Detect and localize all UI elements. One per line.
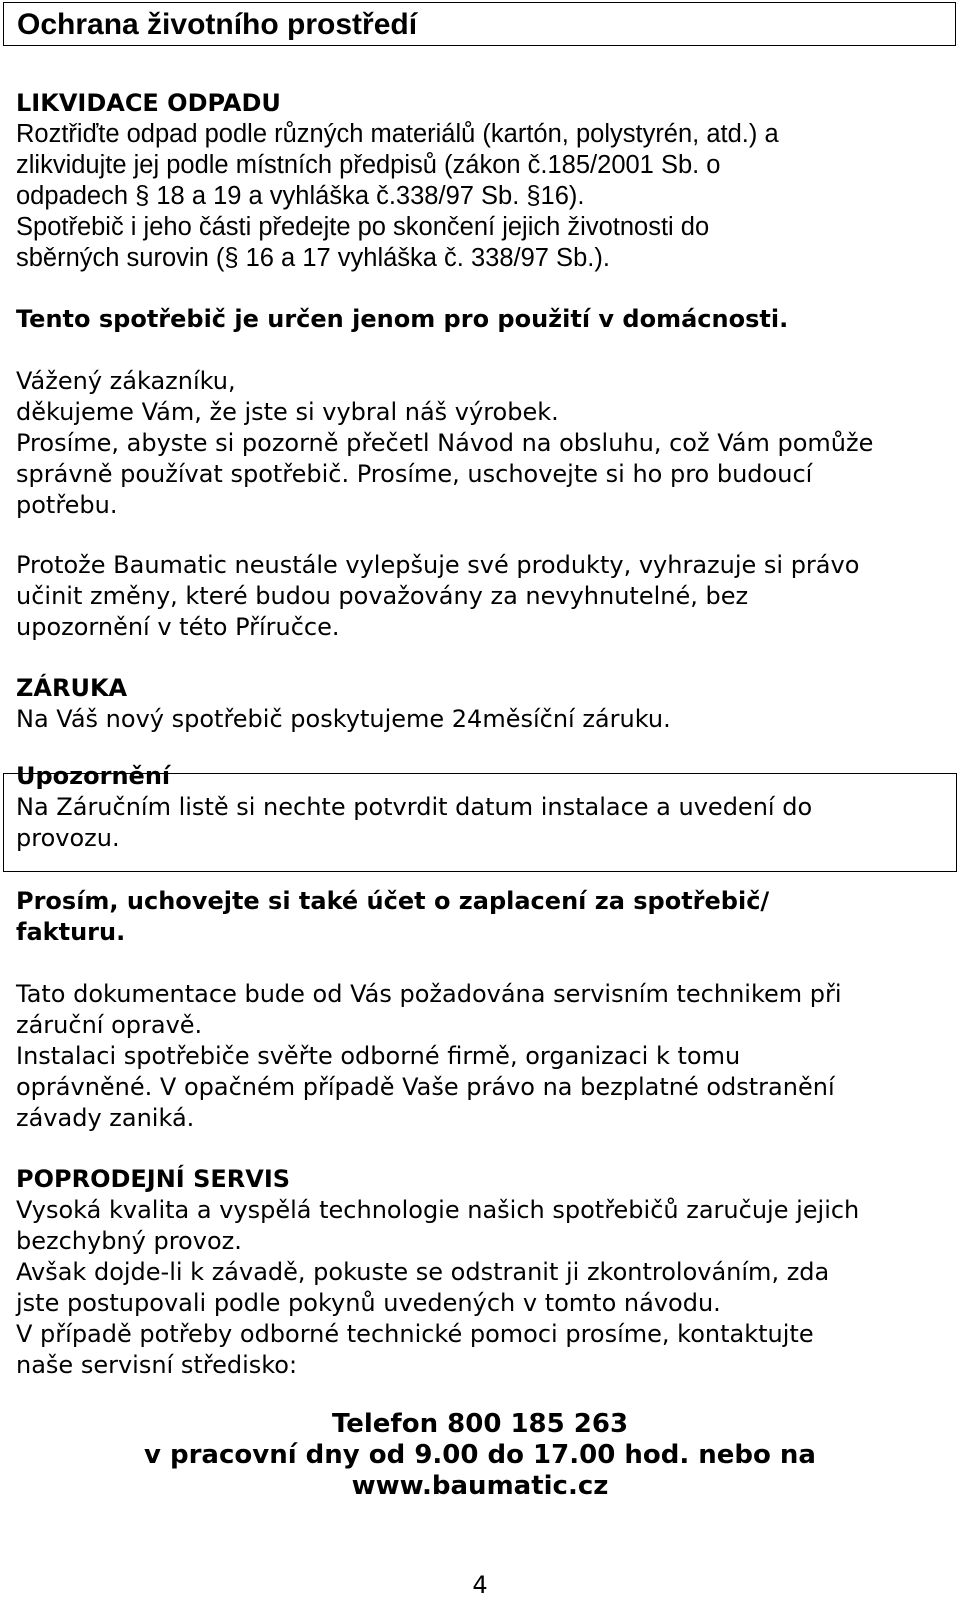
warning-line: Na Záručním listě si nechte potvrdit datum instalace a uvedení do <box>16 793 813 821</box>
disposal-line: odpadech § 18 a 19 a vyhláška č.338/97 Sb. §16). <box>16 182 585 210</box>
greeting-line: děkujeme Vám, že jste si vybral náš výrobek. <box>16 398 559 426</box>
greeting-line: Vážený zákazníku, <box>16 367 236 395</box>
disposal-line: Roztřiďte odpad podle různých materiálů (kartón, polystyrén, atd.) a <box>16 120 779 148</box>
contact-hours: v pracovní dny od 9.00 do 17.00 hod. nebo na <box>144 1440 816 1470</box>
warning-heading: Upozornění <box>16 762 171 790</box>
documentation-line: záruční opravě. <box>16 1011 203 1039</box>
greeting-line: správně používat spotřebič. Prosíme, uschovejte si ho pro budoucí <box>16 460 813 488</box>
receipt-note <box>16 886 951 948</box>
service-line: naše servisní středisko: <box>16 1351 298 1379</box>
documentation-line: závady zaniká. <box>16 1104 195 1132</box>
disposal-text <box>16 119 951 274</box>
service-text <box>16 1195 951 1381</box>
service-heading: POPRODEJNÍ SERVIS <box>16 1165 291 1193</box>
service-line: Vysoká kvalita a vyspělá technologie našich spotřebičů zaručuje jejich <box>16 1196 860 1224</box>
improvement-line: učinit změny, které budou považovány za nevyhnutelné, bez <box>16 582 749 610</box>
documentation-line: Instalaci spotřebiče svěřte odborné firmě, organizaci k tomu <box>16 1042 741 1070</box>
greeting-line: Prosíme, abyste si pozorně přečetl Návod na obsluhu, což Vám pomůže <box>16 429 874 457</box>
greeting-line: potřebu. <box>16 491 118 519</box>
disposal-heading: LIKVIDACE ODPADU <box>16 89 281 117</box>
service-line: Avšak dojde-li k závadě, pokuste se odstranit ji zkontrolováním, zda <box>16 1258 830 1286</box>
documentation-line: Tato dokumentace bude od Vás požadována servisním technikem při <box>16 980 842 1008</box>
documentation-line: oprávněné. V opačném případě Vaše právo na bezplatné odstranění <box>16 1073 835 1101</box>
warranty-text: Na Váš nový spotřebič poskytujeme 24měsíční záruku. <box>16 705 671 733</box>
page-number: 4 <box>472 1571 488 1599</box>
receipt-line: Prosím, uchovejte si také účet o zaplacení za spotřebič/ <box>16 887 770 915</box>
service-line: V případě potřeby odborné technické pomoci prosíme, kontaktujte <box>16 1320 814 1348</box>
service-line: jste postupovali podle pokynů uvedených v tomto návodu. <box>16 1289 721 1317</box>
page-title: Ochrana životního prostředí <box>17 8 418 41</box>
contact-phone: Telefon 800 185 263 <box>331 1409 629 1439</box>
receipt-line: fakturu. <box>16 918 126 946</box>
household-note: Tento spotřebič je určen jenom pro použití v domácnosti. <box>16 305 789 333</box>
improvement-line: Protože Baumatic neustále vylepšuje své produkty, vyhrazuje si právo <box>16 551 860 579</box>
warranty-heading: ZÁRUKA <box>16 674 128 702</box>
improvement-text <box>16 550 951 643</box>
disposal-line: Spotřebič i jeho části předejte po skončení jejich životnosti do <box>16 213 710 241</box>
warning-line: provozu. <box>16 824 120 852</box>
warning-text <box>16 792 951 854</box>
improvement-line: upozornění v této Příručce. <box>16 613 340 641</box>
disposal-line: sběrných surovin (§ 16 a 17 vyhláška č. 338/97 Sb.). <box>16 244 610 272</box>
service-line: bezchybný provoz. <box>16 1227 242 1255</box>
title-box <box>3 2 956 46</box>
disposal-line: zlikvidujte jej podle místních předpisů (zákon č.185/2001 Sb. o <box>16 151 721 179</box>
greeting-text <box>16 366 951 521</box>
documentation-text <box>16 979 951 1134</box>
contact-web: www.baumatic.cz <box>351 1471 609 1501</box>
